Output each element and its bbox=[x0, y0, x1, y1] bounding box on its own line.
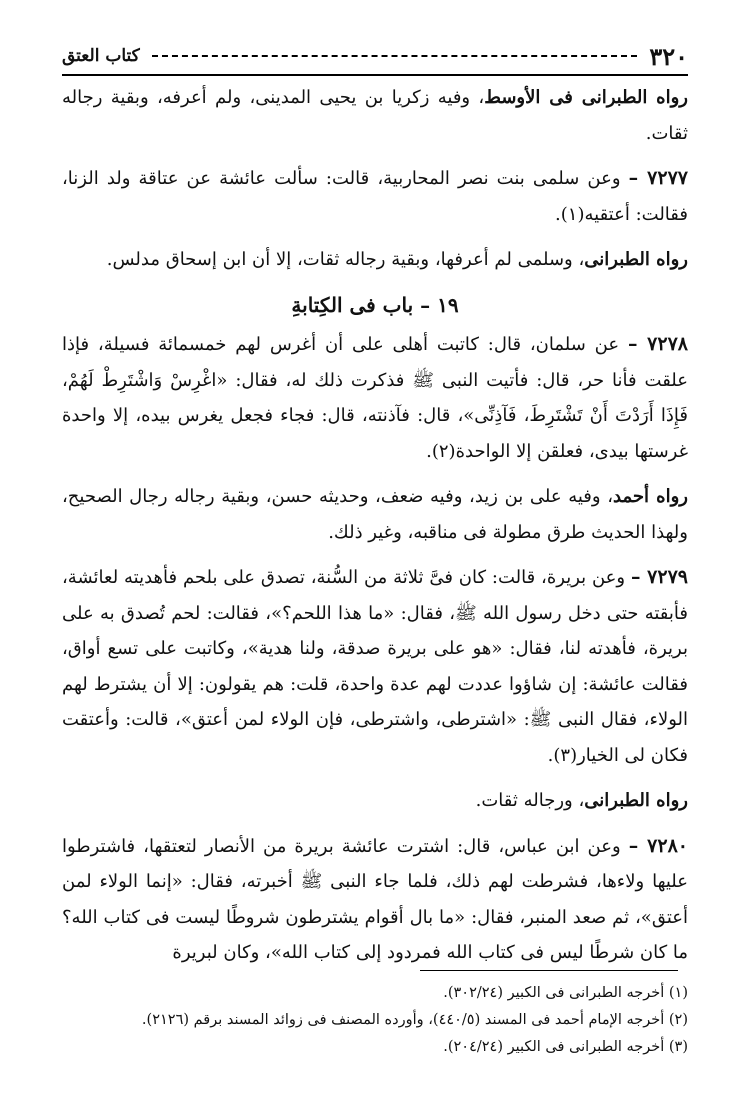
page-number: ٣٢٠ bbox=[649, 41, 688, 71]
running-header bbox=[62, 38, 688, 76]
paragraph-text: رواه الطبرانى فى الأوسط، وفيه زكريا بن يحيى المدينى، ولم أعرفه، وبقية رجاله ثقات. bbox=[62, 87, 688, 144]
paragraph-narration-4 bbox=[62, 783, 688, 819]
paragraph-text: رواه أحمد، وفيه على بن زيد، وفيه ضعف، وحديثه حسن، وبقية رجاله رجال الصحيح، ولهذا الحديث طرق مطولة فى مناقبه، وغير ذلك. bbox=[62, 486, 688, 543]
paragraph-narration-1 bbox=[62, 80, 688, 151]
hadith-number: ٧٢٧٧ – bbox=[628, 167, 688, 189]
hadith-7279 bbox=[62, 560, 688, 773]
footnote-1: (١) أخرجه الطبرانى فى الكبير (٣٠٢/٢٤). bbox=[443, 985, 688, 1001]
narration-lead: رواه أحمد bbox=[613, 486, 688, 507]
hadith-text: عن سلمان، قال: كاتبت أهلى على أن أغرس لهم خمسمائة فسيلة، فإذا علقت فأنا حر، قال: فأتيت النبى ﷺ فذكرت ذلك له، فقال: «اغْرِسْ وَاشْتَرِطْ لَهُمْ، فَإِذَا أَرَدْتَ أَنْ تَشْتَرِطَ، فَآذِنِّى»، قال: فآذنته، قال: فجاء فجعل يغرس بيده، إلا واحدة غرستها بيدى، فعلقن إلا الواحدة(٢). bbox=[62, 334, 688, 462]
footnote-separator bbox=[420, 970, 678, 971]
paragraph-text: رواه الطبرانى، وسلمى لم أعرفها، وبقية رجاله ثقات، إلا أن ابن إسحاق مدلس. bbox=[106, 249, 688, 270]
paragraph-narration-3 bbox=[62, 479, 688, 550]
footnote-3: (٣) أخرجه الطبرانى فى الكبير (٢٠٤/٢٤). bbox=[443, 1039, 688, 1055]
footnote-2: (٢) أخرجه الإمام أحمد فى المسند (٤٤٠/٥)، وأورده المصنف فى زوائد المسند برقم (٢١٢٦). bbox=[141, 1012, 688, 1028]
narration-lead: رواه الطبرانى فى الأوسط bbox=[484, 87, 688, 108]
book-title: كتاب العتق bbox=[62, 46, 140, 66]
hadith-7280 bbox=[62, 829, 688, 971]
hadith-number: ٧٢٨٠ – bbox=[628, 834, 688, 857]
hadith-text: وعن ابن عباس، قال: اشترت عائشة بريرة من الأنصار لتعتقها، فاشترطوا عليها ولاءها، فشرطت لهم ذلك، فلما جاء النبى ﷺ أخبرته، فقال: «إنما الولاء لمن أعتق»، ثم صعد المنبر، فقال: «ما بال أقوام يشترطون شروطًا ليست فى كتاب الله؟ ما كان شرطًا ليس فى كتاب الله فمردود إلى كتاب الله»، وكان لبريرة bbox=[62, 835, 688, 963]
hadith-7278 bbox=[62, 327, 688, 469]
hadith-number: ٧٢٧٨ – bbox=[627, 333, 688, 355]
hadith-text: وعن سلمى بنت نصر المحاربية، قالت: سألت عائشة عن عتاقة ولد الزنا، فقالت: أعتقيه(١). bbox=[62, 168, 688, 225]
chapter-heading: ١٩ – باب فى الكِتابةِ bbox=[291, 292, 459, 317]
footnotes bbox=[62, 980, 688, 1061]
header-dash-rule bbox=[152, 55, 638, 57]
hadith-number: ٧٢٧٩ – bbox=[630, 566, 688, 588]
narration-lead: رواه الطبرانى bbox=[584, 249, 688, 270]
narration-lead: رواه الطبرانى bbox=[584, 790, 688, 811]
hadith-text: وعن بريرة، قالت: كان فىَّ ثلاثة من السُّنة، تصدق على بلحم فأهديته لعائشة، فأبقته حتى دخل رسول الله ﷺ، فقال: «ما هذا اللحم؟»، فقالت: لحم تُصدق به على بريرة، فأهدته لنا، فقال: «هو على بريرة صدقة، ولنا هدية»، وكاتبت على تسع أواق، فقالت عائشة: إن شاؤوا عددت لهم عدة واحدة، قلت: هم يقولون: إلا أن يشترط لهم الولاء، فقال النبى ﷺ: «اشترطى، واشترطى، فإن الولاء لمن أعتق»، قالت: وأعتقت فكان لى الخيار(٣). bbox=[62, 567, 688, 766]
hadith-7277 bbox=[62, 161, 688, 232]
paragraph-text: رواه الطبرانى، ورجاله ثقات. bbox=[475, 790, 688, 811]
main-text bbox=[62, 80, 688, 981]
paragraph-narration-2 bbox=[62, 242, 688, 278]
